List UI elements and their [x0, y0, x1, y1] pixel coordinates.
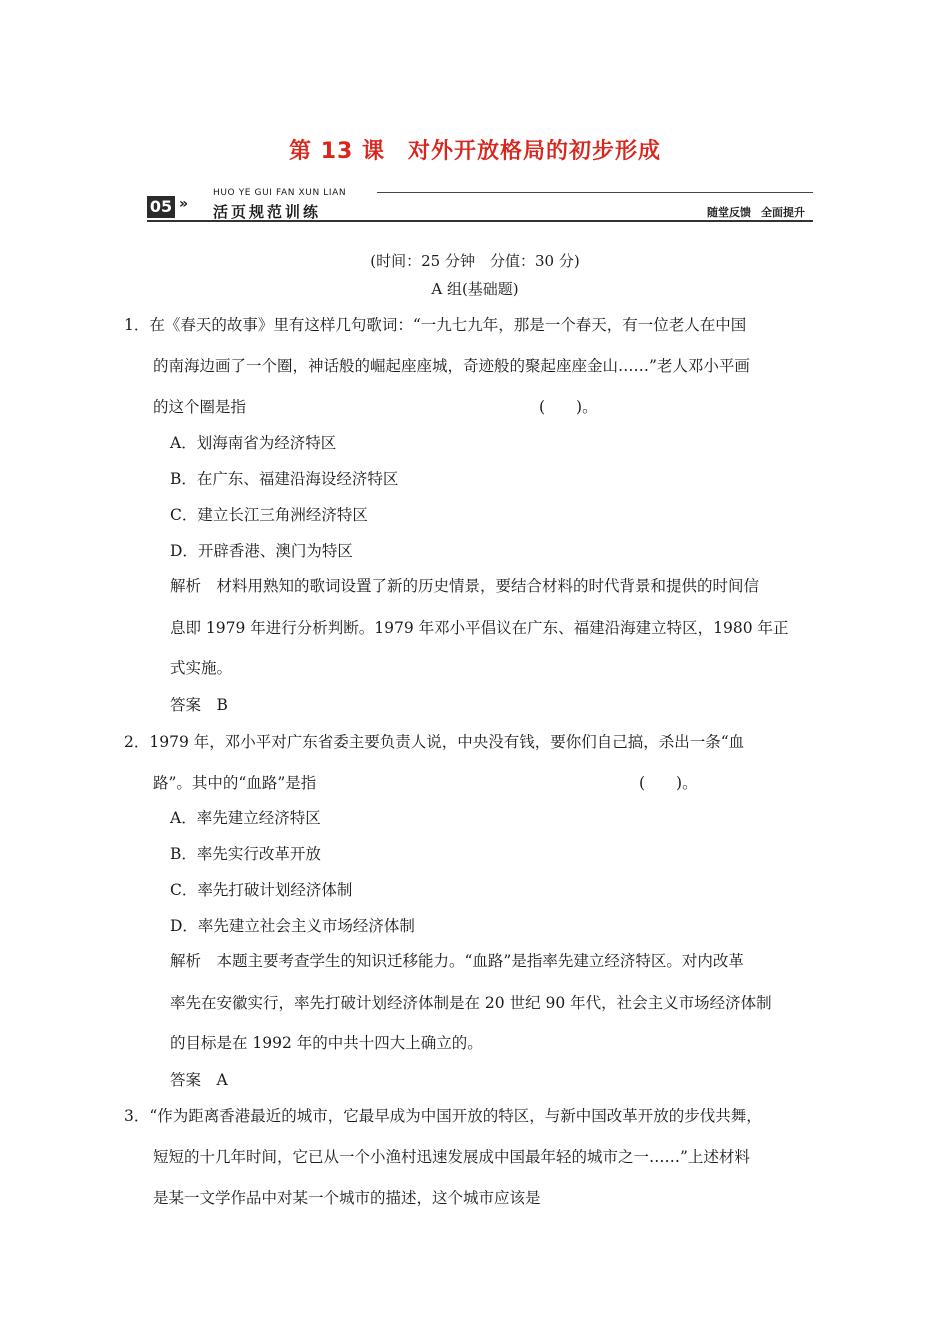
tagline-feedback: 随堂反馈: [707, 206, 751, 219]
q3-line-2: 短短的十几年时间，它已从一个小渔村迅速发展成中国最年轻的城市之一……”上述材料: [153, 1148, 750, 1166]
q1-analysis-3: 式实施。: [170, 659, 233, 677]
banner-bottom-rule: [147, 220, 813, 222]
q2-option-d: D．率先建立社会主义市场经济体制: [170, 917, 415, 935]
time-score: (时间：25 分钟 分值：30 分): [370, 252, 580, 270]
q2-analysis-2: 率先在安徽实行，率先打破计划经济体制是在 20 世纪 90 年代，社会主义市场经济体制: [170, 994, 772, 1012]
section-number: 05: [147, 196, 175, 218]
q1-option-a: A．划海南省为经济特区: [170, 434, 337, 452]
q2-line-1: 2．1979 年，邓小平对广东省委主要负责人说，中央没有钱，要你们自己搞，杀出一条“血: [124, 733, 745, 751]
tagline-improve: 全面提升: [761, 206, 805, 219]
q1-answer-paren: ( )。: [539, 398, 598, 416]
q2-analysis-1: 解析 本题主要考查学生的知识迁移能力。“血路”是指率先建立经济特区。对内改革: [170, 952, 744, 970]
q2-line-2: 路”。其中的“血路”是指: [153, 774, 317, 792]
q3-line-1: 3．“作为距离香港最近的城市，它最早成为中国开放的特区，与新中国改革开放的步伐共舞，: [124, 1107, 762, 1125]
q1-analysis-2: 息即 1979 年进行分析判断。1979 年邓小平倡议在广东、福建沿海建立特区，1980 年正: [170, 619, 789, 637]
q1-option-d: D．开辟香港、澳门为特区: [170, 542, 353, 560]
q2-answer: 答案 A: [170, 1071, 228, 1089]
q1-option-c: C．建立长江三角洲经济特区: [170, 506, 368, 524]
q2-option-b: B．率先实行改革开放: [170, 845, 321, 863]
q2-answer-paren: ( )。: [639, 774, 698, 792]
section-name: 活页规范训练: [213, 203, 322, 221]
q2-option-c: C．率先打破计划经济体制: [170, 881, 353, 899]
page-title: 第 13 课 对外开放格局的初步形成: [289, 139, 661, 164]
section-pinyin: HUO YE GUI FAN XUN LIAN: [213, 188, 347, 198]
q3-line-3: 是某一文学作品中对某一个城市的描述，这个城市应该是: [153, 1189, 541, 1207]
banner-tagline: [697, 204, 805, 220]
q1-analysis-1: 解析 材料用熟知的歌词设置了新的历史情景，要结合材料的时代背景和提供的时间信: [170, 577, 760, 595]
q1-line-3: 的这个圈是指: [153, 398, 247, 416]
q1-answer: 答案 B: [170, 696, 228, 714]
q2-option-a: A．率先建立经济特区: [170, 809, 321, 827]
section-banner: [147, 188, 813, 222]
q1-line-2: 的南海边画了一个圈，神话般的崛起座座城，奇迹般的聚起座座金山……”老人邓小平画: [153, 357, 750, 375]
q1-option-b: B．在广东、福建沿海设经济特区: [170, 470, 399, 488]
q2-analysis-3: 的目标是在 1992 年的中共十四大上确立的。: [170, 1034, 483, 1052]
banner-top-rule: [377, 192, 813, 193]
q1-line-1: 1．在《春天的故事》里有这样几句歌词：“一九七九年，那是一个春天，有一位老人在中国: [124, 316, 747, 334]
group-label: A 组(基础题): [431, 280, 519, 298]
chevron-icon: »: [179, 196, 189, 212]
